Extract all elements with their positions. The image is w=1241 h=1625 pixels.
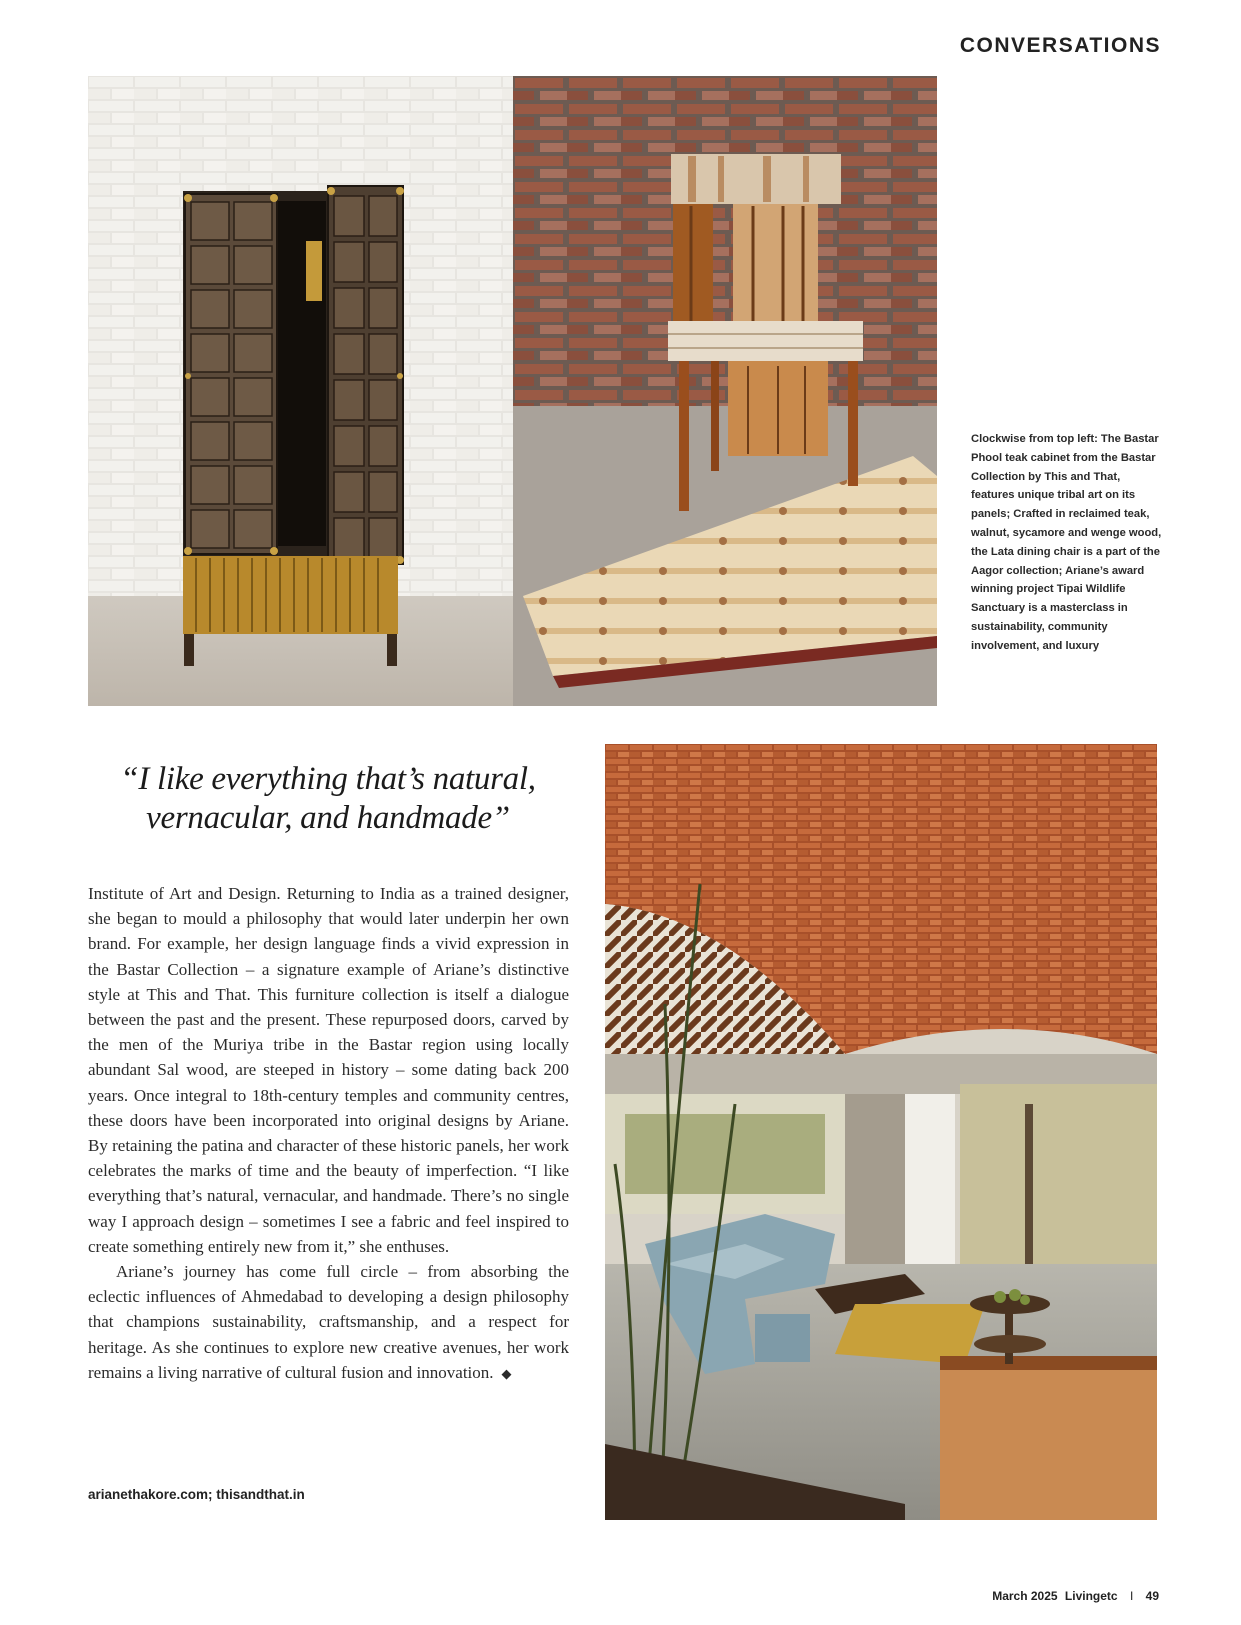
cabinet-photo	[88, 76, 513, 706]
page-number: 49	[1145, 1589, 1159, 1603]
photo-caption: Clockwise from top left: The Bastar Phool teak cabinet from the Bastar Collection by This and That, features unique tribal art on its panels; Crafted in reclaimed teak, walnut, sycamore and wenge wood, the Lata dining chair is a part of the Aagor collection; Ariane’s award winning project Tipai Wildlife Sanctuary is a masterclass in sustainability, community involvement, and luxury	[971, 433, 1162, 652]
chair-photo	[513, 76, 937, 706]
section-label: CONVERSATIONS	[959, 34, 1161, 57]
body-paragraph: Institute of Art and Design. Returning to India as a trained designer, she began to mould a philosophy that would later underpin her own brand. For example, her design language finds a vivid expression in the Bastar Collection – a signature example of Ariane’s distinctive style at This and That. This furniture collection is itself a dialogue between the past and the present. These repurposed doors, carved by the men of the Muriya tribe in the Bastar region using locally abundant Sal wood, are steeped in history – some dating back 200 years. Once integral to 18th-century temples and community centres, these doors have been incorporated into original designs by Ariane. By retaining the patina and character of these historic panels, her work celebrates the marks of time and the beauty of imperfection. “I like everything that’s natural, vernacular, and handmade. There’s no single way I approach design – sometimes I see a fabric and feel inspired to create something entirely new from it,” she enthuses.	[88, 884, 569, 1256]
sanctuary-photo	[605, 744, 1157, 1520]
page-footer	[992, 1589, 1159, 1603]
footer-separator: I	[1129, 1589, 1134, 1603]
issue-date: March 2025	[992, 1589, 1058, 1603]
body-paragraph-text: Ariane’s journey has come full circle – from absorbing the eclectic influences of Ahmedabad to developing a design philosophy that champions sustainability, craftsmanship, and a respect for heritage. As she continues to explore new creative avenues, her work remains a living narrative of cultural fusion and innovation.	[88, 1262, 569, 1382]
end-mark-icon: ◆	[501, 1366, 512, 1382]
magazine-name: Livingetc	[1064, 1589, 1118, 1603]
article-body	[88, 881, 569, 1387]
website-credits: arianethakore.com; thisandthat.in	[88, 1487, 305, 1502]
body-paragraph	[88, 1259, 569, 1387]
pull-quote: “I like everything that’s natural, vernacular, and handmade”	[120, 761, 536, 836]
